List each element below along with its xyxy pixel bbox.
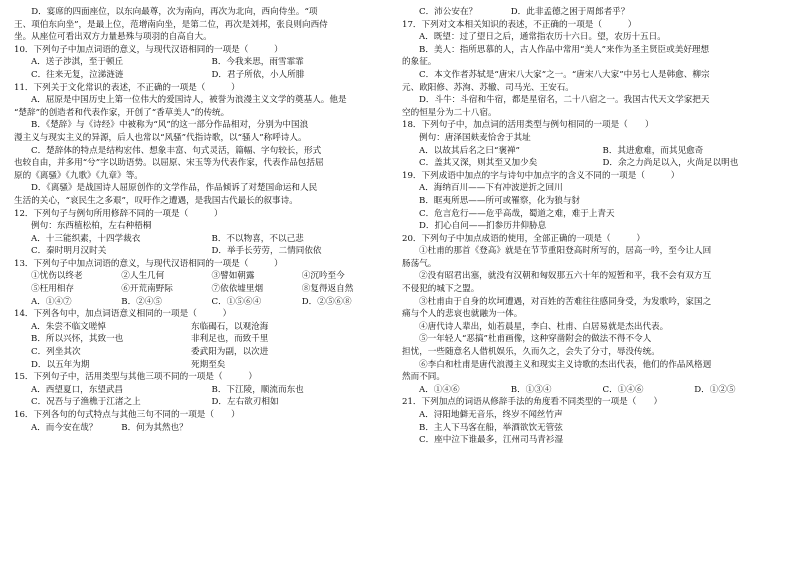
option-a: A．①④⑦ xyxy=(31,296,72,307)
text-line: D．宴席的四面座位，以东向最尊，次为南向，再次为北向，西向侍坐。“项 xyxy=(14,7,318,17)
option-text: 生活的关心，“哀民生之多艰”，叹吁作之遭遇，是我国古代最长的叙事诗。 xyxy=(14,195,298,206)
option-b: B．②④⑤ xyxy=(121,296,162,307)
option-c: C．秦时明月汉时关 xyxy=(31,246,107,257)
item: ⑥开荒南野际 xyxy=(121,284,173,295)
sentence-6: ⑥李白和杜甫是唐代浪漫主义和现实主义诗歌的杰出代表，他们的作品风格迥 xyxy=(419,359,712,370)
option-b: B．美人：指所思慕的人，古人作品中常用“美人”来作为圣主贤臣或美好理想 xyxy=(419,44,710,55)
option-c: C．列坐其次 xyxy=(31,347,81,358)
question-stem: 17．下列对文本相关知识的表述，不正确的一项是（ ） xyxy=(402,19,637,30)
option-a: A．海纳百川——下有冲波逆折之回川 xyxy=(419,183,563,194)
option-d: D．余之力尚足以入，火尚足以明也 xyxy=(602,158,739,169)
question-21 xyxy=(402,396,786,446)
item: ⑧复得返自然 xyxy=(301,284,354,295)
option-c: C．况吾与子渔樵于江渚之上 xyxy=(31,397,141,408)
item: ①忧伤以终老 xyxy=(31,271,83,282)
question-stem: 20．下列句子中加点成语的使用，全部正确的一项是（ ） xyxy=(402,233,645,244)
question-14 xyxy=(14,308,392,371)
option-d: D．左右欲刃相如 xyxy=(211,397,279,408)
sentence-1: ①杜甫的那首《登高》就是在节节重阳登高时所写的，居高一吟，至今让人回 xyxy=(419,246,712,257)
sentence-2: ②没有昭君出塞，就没有汉朝和匈奴那五六十年的短暂和平，我不会有双方互 xyxy=(419,271,712,282)
question-stem: 10．下列句子中加点词语的意义，与现代汉语相同的一项是（ ） xyxy=(14,44,283,55)
example-sentence: 例句：唐泽国麸麦恰舍于其址 xyxy=(419,132,531,143)
item: ⑤枉用相存 xyxy=(31,284,74,295)
question-18 xyxy=(402,119,786,169)
item: ④沉吟至今 xyxy=(301,271,345,282)
question-15 xyxy=(14,371,392,409)
option-d: D．此非孟德之困于周郎者乎？ xyxy=(510,7,630,17)
option-d: D．①②⑤ xyxy=(694,384,736,395)
left-column xyxy=(14,6,392,434)
option-a: A．而今安在哉？ xyxy=(31,422,98,433)
option-b: B．何为其然也？ xyxy=(121,422,188,433)
option-c: C．危言危行——危乎高哉，蜀道之难，难于上青天 xyxy=(419,208,615,219)
option-a: A．屈原是中国历史上第一位伟大的爱国诗人，被誉为浪漫主义文学的奠基人。他是 xyxy=(31,95,347,106)
sentence-text: 痛与个人的悲哀也就融为一体。 xyxy=(402,309,523,320)
question-stem: 15．下列句子中，活用类型与其他三项不同的一项是（ ） xyxy=(14,372,257,383)
option-text: 漫主义与现实主义的异源，后人也常以“风骚”代指诗歌，以“骚人”称呼诗人。 xyxy=(14,132,307,143)
option-text: “楚辞”的创造者和代表作家，开创了“香草美人”的传统。 xyxy=(14,107,230,118)
option-text: 原的《离骚》《九歌》《九章》等。 xyxy=(14,170,143,181)
option-b: B．其进愈难，而其见愈奇 xyxy=(602,145,704,156)
option-c-pair: 委武阳为副，以次进 xyxy=(191,347,269,358)
option-b: B．《楚辞》与《诗经》中被称为“风”的这一部分作品相对，分别为中国浪 xyxy=(31,120,309,131)
option-d: D．君子所依，小人所腓 xyxy=(211,69,305,80)
option-b: B．不以物喜，不以己悲 xyxy=(211,233,304,244)
text-line: 王、项伯东向坐”，是最上位，范增南向坐，是第二位，再次是刘邦，张良则向西侍 xyxy=(14,19,328,30)
option-a: A．西望夏口，东望武昌 xyxy=(31,384,124,395)
option-a: A．既望：过了望日之后，通常指农历十六日。望，农历十五日。 xyxy=(419,32,666,43)
text-line: 坐。从座位可看出双方力量悬殊与项羽的自高自大。 xyxy=(14,32,212,43)
question-10 xyxy=(14,44,392,82)
option-a: A．十三能织素，十四学裁衣 xyxy=(31,233,141,244)
item: ⑦依依墟里烟 xyxy=(211,284,264,295)
question-stem: 18．下列句子中，加点词的活用类型与例句相同的一项是（ ） xyxy=(402,120,654,131)
option-d-pair: 死期至矣 xyxy=(191,359,226,370)
sentence-text: 然而不同。 xyxy=(402,372,445,383)
option-text: 空的恒星分为二十八宿。 xyxy=(402,107,497,118)
right-column xyxy=(402,6,786,447)
option-d: D．扪心自问——扪参历井仰胁息 xyxy=(419,221,547,232)
sentence-3: ③杜甫由于自身的坎坷遭遇，对百姓的苦难往往感同身受，为发歌吟，家国之 xyxy=(419,296,712,307)
option-a: A．以故其后名之曰“褒禅” xyxy=(419,145,520,156)
option-b: B．所以兴怀，其致一也 xyxy=(31,334,124,345)
option-d: D．举手长劳劳，二情同依依 xyxy=(211,246,322,257)
option-c: C．座中泣下谁最多，江州司马青衫湿 xyxy=(419,435,564,446)
option-d: D．斗牛：斗宿和牛宿，都是星宿名，二十八宿之一。我国古代天文学家把天 xyxy=(419,95,710,106)
option-c: C．往来无复，泣涕涟涟 xyxy=(31,69,124,80)
option-text: 元、欧阳修、苏洵、苏辙、司马光、王安石。 xyxy=(402,82,574,93)
item: ③譬如朝露 xyxy=(211,271,255,282)
option-text: 也较自由，并多用“兮”字以助语势。以屈原、宋玉等为代表作家，代表作品包括屈 xyxy=(14,158,324,169)
option-c: C．①⑤⑥④ xyxy=(211,296,262,307)
option-b: B．主人下马客在船，举酒欲饮无管弦 xyxy=(419,422,563,433)
option-a: A．浔阳地僻无音乐，终岁不闻丝竹声 xyxy=(419,410,563,420)
option-c: C．沛公安在？ xyxy=(419,7,478,17)
sentence-4: ④唐代诗人辈出，灿若晨星，李白、杜甫、白居易就是杰出代表。 xyxy=(419,321,669,332)
question-stem: 12．下列句子与例句所用修辞不同的一项是（ ） xyxy=(14,208,223,219)
option-d: D．②⑤⑥⑧ xyxy=(301,296,352,307)
option-b: B．今我来思，雨雪霏霏 xyxy=(211,57,304,68)
option-c: C．楚辞体的特点是结构宏伟、想象丰富、句式灵活，篇幅、字句较长，形式 xyxy=(31,145,322,156)
question-stem: 19．下列成语中加点的字与诗句中加点字的含义不同的一项是（ ） xyxy=(402,170,680,181)
question-19 xyxy=(402,170,786,233)
question-stem: 16．下列各句的句式特点与其他三句不同的一项是（ ） xyxy=(14,410,240,420)
question-20 xyxy=(402,233,786,397)
option-c: C．①④⑥ xyxy=(602,384,644,395)
option-a: A．①④⑥ xyxy=(419,384,460,395)
sentence-text: 肠荡气。 xyxy=(402,258,437,269)
option-a: A．送子涉淇，至于顿丘 xyxy=(31,57,124,68)
option-c: C．本文作者苏轼是“唐宋八大家”之一。“唐宋八大家”中另七人是韩愈、柳宗 xyxy=(419,69,710,80)
question-17 xyxy=(402,19,786,120)
question-13 xyxy=(14,258,392,308)
sentence-5: ⑤一年轻人“恶搞”杜甫画像，这种穿凿附会的做法不得不令人 xyxy=(419,334,652,345)
option-d: D．以五年为期 xyxy=(31,359,90,370)
option-text: 的象征。 xyxy=(402,57,437,68)
example-sentence: 例句：东西植松柏，左右种梧桐 xyxy=(31,221,152,232)
option-b: B．眶夷所思——所可或罹察，化为狼与豺 xyxy=(419,195,581,206)
question-16 xyxy=(14,409,392,434)
option-a: A．朱尝不临文嗟悼 xyxy=(31,321,106,332)
option-b-pair: 非利足也，而致千里 xyxy=(191,334,269,345)
question-12 xyxy=(14,208,392,258)
q9-option-d xyxy=(14,6,392,44)
sentence-text: 不侵犯的城下之盟。 xyxy=(402,284,480,295)
question-stem: 21．下列加点的词语从修辞手法的角度看不同类型的一项是（ ） xyxy=(402,397,663,408)
option-a-pair: 东临碣石，以观沧海 xyxy=(191,321,269,332)
question-stem: 14．下列各句中，加点词语意义相同的一项是（ ） xyxy=(14,309,232,320)
item: ②人生几何 xyxy=(121,271,165,282)
option-d: D．《离骚》是战国诗人屈原创作的文学作品，作品倾诉了对楚国命运和人民 xyxy=(31,183,318,194)
option-b: B．下江陵，顺流而东也 xyxy=(211,384,304,395)
question-stem: 11．下列关于文化常识的表述，不正确的一项是（ ） xyxy=(14,82,240,93)
question-11 xyxy=(14,82,392,208)
option-c: C．盖其又深，则其至又加少矣 xyxy=(419,158,538,169)
sentence-text: 担忧，一些随意名人借机娱乐，久而久之，会失了分寸，辱没传统。 xyxy=(402,347,660,358)
question-stem: 13．下列句子中加点词语的意义，与现代汉语相同的一项是（ ） xyxy=(14,258,283,269)
option-b: B．①③④ xyxy=(510,384,552,395)
